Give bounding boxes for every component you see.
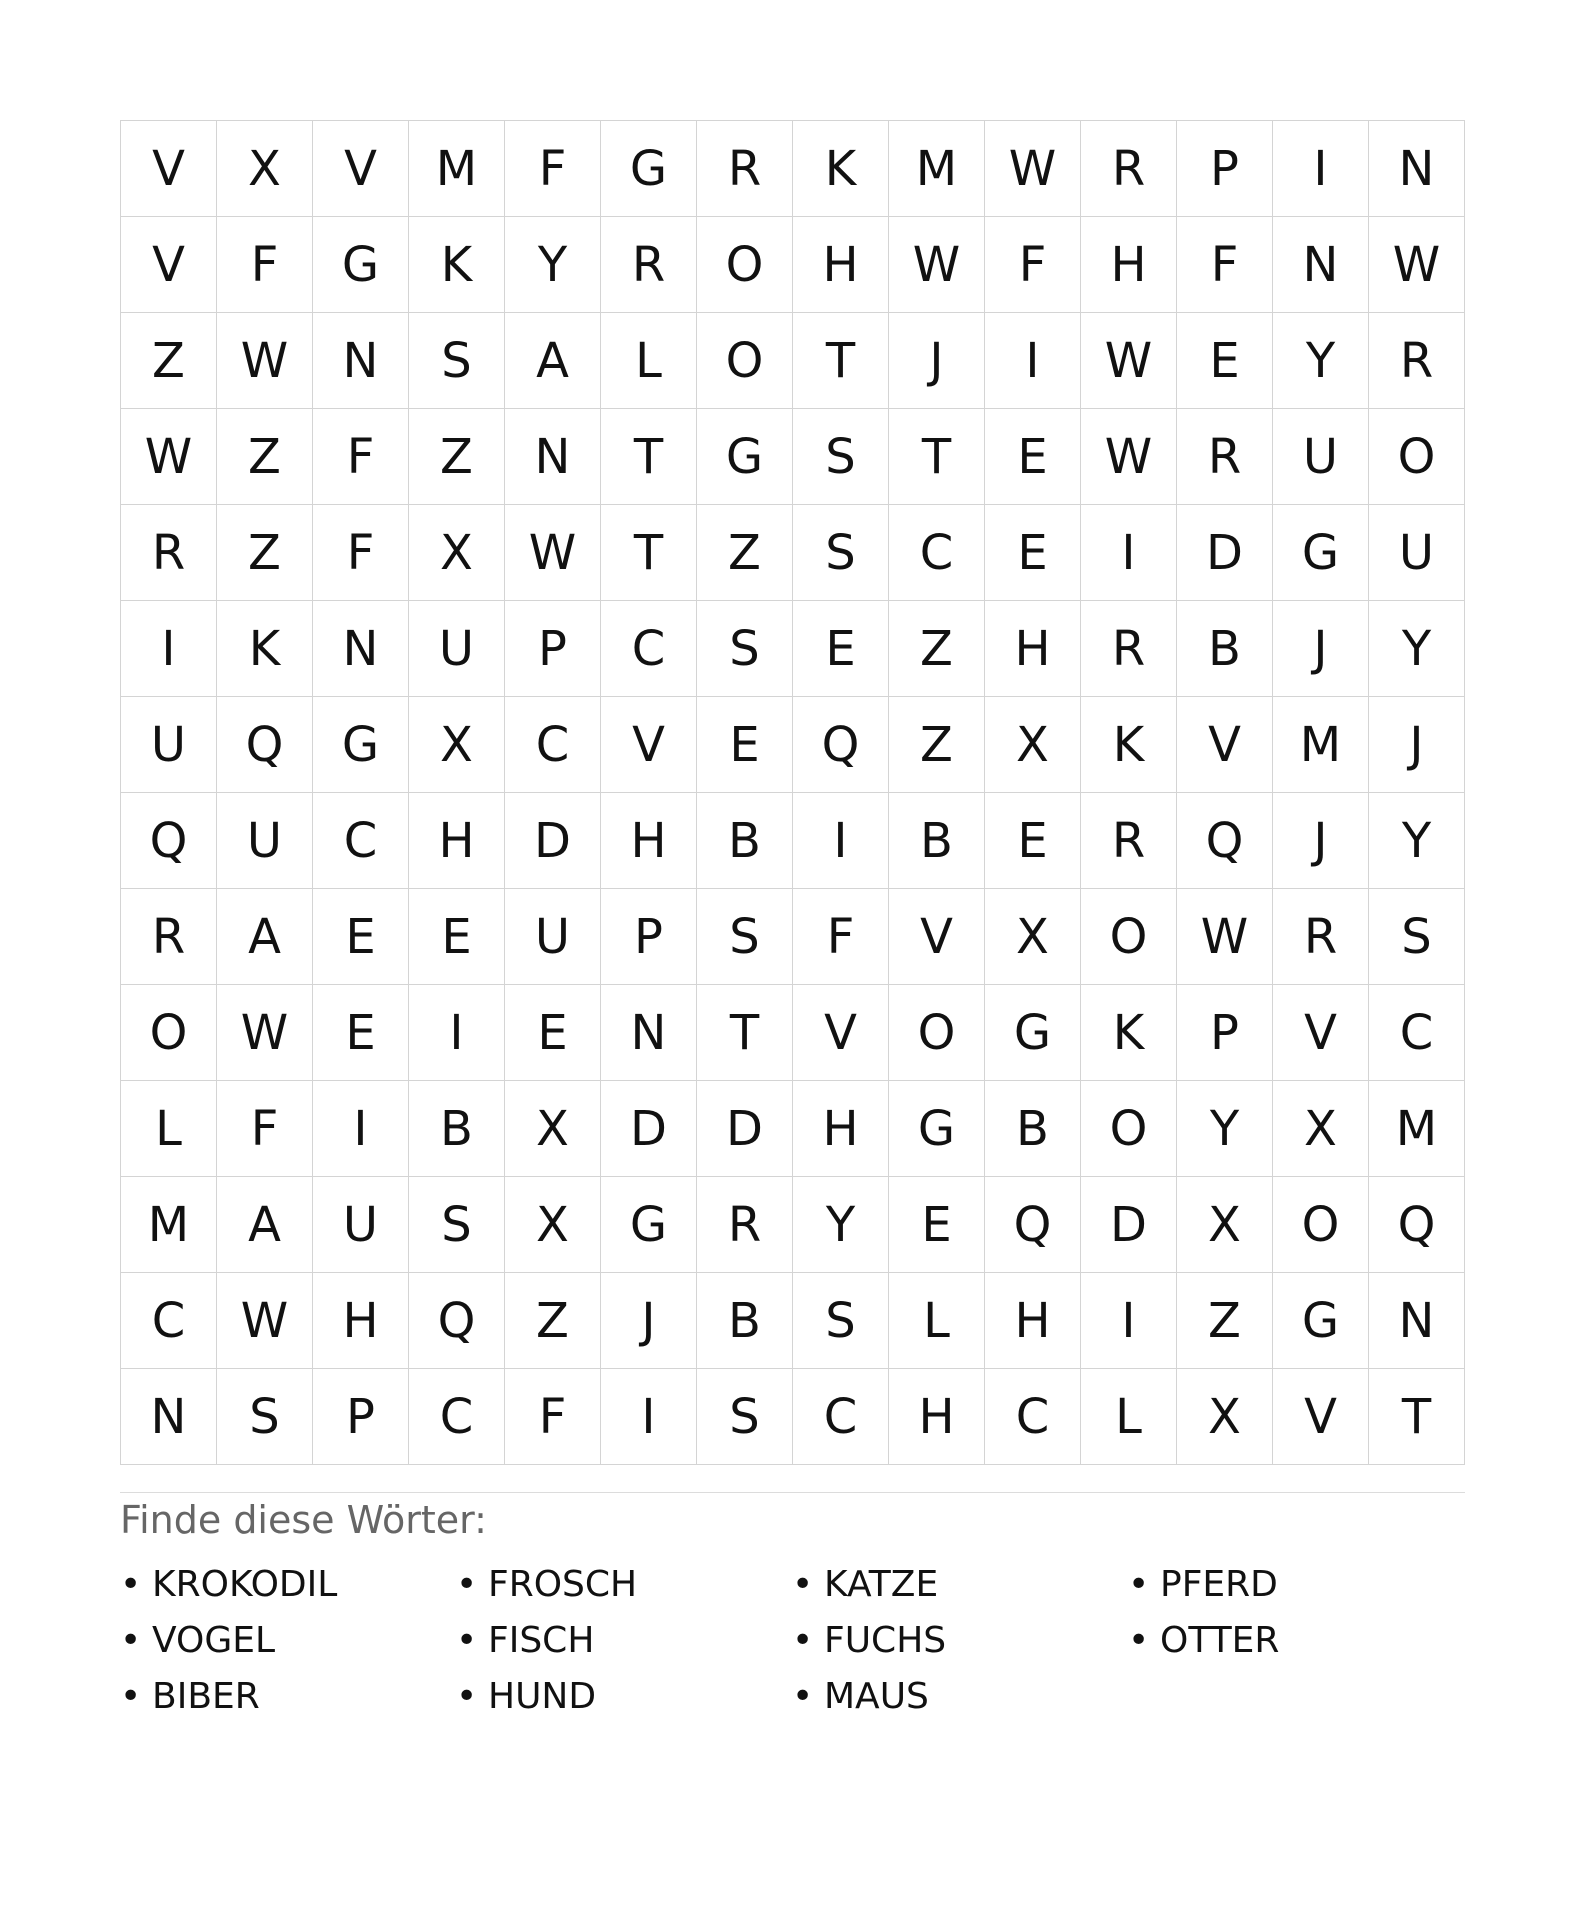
grid-cell[interactable]: N	[601, 985, 697, 1081]
grid-cell[interactable]: W	[1081, 409, 1177, 505]
grid-cell[interactable]: X	[1177, 1177, 1273, 1273]
grid-cell[interactable]: I	[1081, 505, 1177, 601]
grid-cell[interactable]: W	[889, 217, 985, 313]
word-list-item	[120, 1556, 456, 1612]
grid-cell[interactable]: L	[121, 1081, 217, 1177]
word-label: KROKODIL	[152, 1563, 338, 1605]
grid-cell[interactable]: D	[505, 793, 601, 889]
grid-cell[interactable]: E	[697, 697, 793, 793]
grid-cell[interactable]: I	[601, 1369, 697, 1465]
grid-cell[interactable]: W	[217, 313, 313, 409]
grid-cell[interactable]: Z	[889, 697, 985, 793]
grid-cell[interactable]: U	[121, 697, 217, 793]
grid-cell[interactable]: K	[217, 601, 313, 697]
grid-cell[interactable]: J	[601, 1273, 697, 1369]
grid-cell[interactable]: G	[1273, 1273, 1369, 1369]
grid-cell[interactable]: M	[409, 121, 505, 217]
grid-cell[interactable]: O	[1273, 1177, 1369, 1273]
grid-cell[interactable]: V	[1273, 1369, 1369, 1465]
grid-cell[interactable]: W	[1369, 217, 1465, 313]
grid-cell[interactable]: B	[1177, 601, 1273, 697]
grid-cell[interactable]: X	[409, 697, 505, 793]
grid-cell[interactable]: R	[1177, 409, 1273, 505]
grid-cell[interactable]: U	[313, 1177, 409, 1273]
grid-cell[interactable]: W	[985, 121, 1081, 217]
grid-cell[interactable]: S	[697, 601, 793, 697]
grid-cell[interactable]: S	[793, 505, 889, 601]
bullet-icon: •	[792, 1563, 814, 1605]
grid-cell[interactable]: X	[985, 697, 1081, 793]
grid-cell[interactable]: W	[121, 409, 217, 505]
bullet-icon: •	[456, 1563, 478, 1605]
grid-cell[interactable]: I	[121, 601, 217, 697]
grid-cell[interactable]: S	[217, 1369, 313, 1465]
grid-cell[interactable]: C	[121, 1273, 217, 1369]
grid-cell[interactable]: R	[1369, 313, 1465, 409]
grid-cell[interactable]: S	[697, 1369, 793, 1465]
grid-cell[interactable]: O	[121, 985, 217, 1081]
grid-cell[interactable]: D	[1081, 1177, 1177, 1273]
grid-cell[interactable]: M	[889, 121, 985, 217]
grid-cell[interactable]: C	[793, 1369, 889, 1465]
grid-cell[interactable]: X	[217, 121, 313, 217]
grid-cell[interactable]: K	[1081, 985, 1177, 1081]
grid-cell[interactable]: R	[121, 889, 217, 985]
word-list-item	[120, 1612, 456, 1668]
grid-cell[interactable]: G	[601, 121, 697, 217]
divider	[120, 1492, 1465, 1493]
grid-cell[interactable]: K	[1081, 697, 1177, 793]
grid-cell[interactable]: O	[1369, 409, 1465, 505]
grid-cell[interactable]: X	[1177, 1369, 1273, 1465]
grid-cell[interactable]: C	[1369, 985, 1465, 1081]
grid-cell[interactable]: K	[793, 121, 889, 217]
grid-cell[interactable]: G	[313, 217, 409, 313]
grid-cell[interactable]: U	[1273, 409, 1369, 505]
word-label: HUND	[488, 1675, 597, 1717]
word-list-item	[456, 1612, 792, 1668]
grid-cell[interactable]: H	[601, 793, 697, 889]
grid-cell[interactable]: S	[793, 1273, 889, 1369]
grid-cell[interactable]: N	[313, 313, 409, 409]
word-list-item	[792, 1612, 1128, 1668]
grid-cell[interactable]: Z	[1177, 1273, 1273, 1369]
grid-cell[interactable]: V	[121, 121, 217, 217]
grid-cell[interactable]: F	[217, 1081, 313, 1177]
grid-cell[interactable]: Q	[985, 1177, 1081, 1273]
grid-cell[interactable]: Z	[505, 1273, 601, 1369]
grid-cell[interactable]: T	[601, 409, 697, 505]
grid-cell[interactable]: N	[1369, 121, 1465, 217]
word-label: VOGEL	[152, 1619, 276, 1661]
grid-cell[interactable]: Z	[217, 505, 313, 601]
grid-cell[interactable]: X	[985, 889, 1081, 985]
grid-cell[interactable]: U	[217, 793, 313, 889]
word-label: BIBER	[152, 1675, 260, 1717]
grid-cell[interactable]: H	[985, 1273, 1081, 1369]
grid-cell[interactable]: E	[313, 889, 409, 985]
grid-cell[interactable]: T	[1369, 1369, 1465, 1465]
grid-cell[interactable]: J	[889, 313, 985, 409]
grid-cell[interactable]: G	[985, 985, 1081, 1081]
grid-cell[interactable]: A	[217, 889, 313, 985]
grid-cell[interactable]: C	[889, 505, 985, 601]
grid-cell[interactable]: H	[889, 1369, 985, 1465]
grid-cell[interactable]: Y	[793, 1177, 889, 1273]
grid-cell[interactable]: K	[409, 217, 505, 313]
grid-cell[interactable]: L	[889, 1273, 985, 1369]
grid-cell[interactable]: R	[1081, 121, 1177, 217]
grid-cell[interactable]: A	[217, 1177, 313, 1273]
grid-cell[interactable]: N	[313, 601, 409, 697]
grid-cell[interactable]: H	[793, 217, 889, 313]
grid-cell[interactable]: T	[697, 985, 793, 1081]
grid-cell[interactable]: Z	[121, 313, 217, 409]
grid-cell[interactable]: V	[1177, 697, 1273, 793]
word-label: FUCHS	[824, 1619, 947, 1661]
word-list-item	[792, 1556, 1128, 1612]
bullet-icon: •	[120, 1563, 142, 1605]
grid-cell[interactable]: F	[313, 505, 409, 601]
grid-cell[interactable]: W	[505, 505, 601, 601]
bullet-icon: •	[1128, 1619, 1150, 1661]
grid-cell[interactable]: V	[1273, 985, 1369, 1081]
grid-cell[interactable]: V	[121, 217, 217, 313]
letter-grid	[120, 120, 1465, 1465]
grid-cell[interactable]: F	[1177, 217, 1273, 313]
word-list-item	[1128, 1556, 1464, 1612]
grid-cell[interactable]: R	[1081, 601, 1177, 697]
grid-cell[interactable]: H	[313, 1273, 409, 1369]
grid-cell[interactable]: S	[793, 409, 889, 505]
grid-cell[interactable]: C	[409, 1369, 505, 1465]
word-label: PFERD	[1160, 1563, 1278, 1605]
grid-cell[interactable]: U	[409, 601, 505, 697]
grid-cell[interactable]: P	[313, 1369, 409, 1465]
grid-cell[interactable]: I	[985, 313, 1081, 409]
word-label: MAUS	[824, 1675, 929, 1717]
grid-cell[interactable]: R	[121, 505, 217, 601]
grid-cell[interactable]: O	[697, 217, 793, 313]
grid-cell[interactable]: O	[697, 313, 793, 409]
grid-cell[interactable]: H	[793, 1081, 889, 1177]
grid-cell[interactable]: C	[985, 1369, 1081, 1465]
grid-cell[interactable]: P	[601, 889, 697, 985]
bullet-icon: •	[792, 1675, 814, 1717]
grid-cell[interactable]: F	[505, 1369, 601, 1465]
grid-cell[interactable]: Z	[217, 409, 313, 505]
bullet-icon: •	[120, 1675, 142, 1717]
grid-cell[interactable]: G	[889, 1081, 985, 1177]
grid-cell[interactable]: X	[505, 1177, 601, 1273]
grid-cell[interactable]: N	[1369, 1273, 1465, 1369]
grid-cell[interactable]: R	[1273, 889, 1369, 985]
grid-cell[interactable]: O	[1081, 1081, 1177, 1177]
grid-cell[interactable]: E	[793, 601, 889, 697]
word-label: KATZE	[824, 1563, 939, 1605]
grid-cell[interactable]: S	[1369, 889, 1465, 985]
grid-cell[interactable]: Q	[217, 697, 313, 793]
grid-cell[interactable]: N	[1273, 217, 1369, 313]
grid-cell[interactable]: E	[889, 1177, 985, 1273]
grid-cell[interactable]: J	[1273, 793, 1369, 889]
grid-cell[interactable]: I	[793, 793, 889, 889]
bullet-icon: •	[456, 1675, 478, 1717]
grid-cell[interactable]: M	[1369, 1081, 1465, 1177]
grid-cell[interactable]: F	[793, 889, 889, 985]
grid-cell[interactable]: G	[697, 409, 793, 505]
grid-cell[interactable]: Y	[1177, 1081, 1273, 1177]
grid-cell[interactable]: C	[313, 793, 409, 889]
grid-cell[interactable]: E	[313, 985, 409, 1081]
grid-cell[interactable]: O	[889, 985, 985, 1081]
grid-cell[interactable]: C	[601, 601, 697, 697]
grid-cell[interactable]: S	[409, 1177, 505, 1273]
grid-cell[interactable]: W	[1177, 889, 1273, 985]
grid-cell[interactable]: B	[697, 793, 793, 889]
grid-cell[interactable]: O	[1081, 889, 1177, 985]
grid-cell[interactable]: U	[505, 889, 601, 985]
grid-cell[interactable]: Q	[1177, 793, 1273, 889]
grid-cell[interactable]: E	[505, 985, 601, 1081]
grid-cell[interactable]: W	[1081, 313, 1177, 409]
grid-cell[interactable]: E	[985, 505, 1081, 601]
grid-cell[interactable]: B	[409, 1081, 505, 1177]
grid-cell[interactable]: Y	[1369, 601, 1465, 697]
grid-cell[interactable]: Y	[505, 217, 601, 313]
grid-cell[interactable]: T	[601, 505, 697, 601]
word-label: FROSCH	[488, 1563, 638, 1605]
grid-cell[interactable]: P	[505, 601, 601, 697]
grid-cell[interactable]: P	[1177, 121, 1273, 217]
grid-cell[interactable]: Y	[1273, 313, 1369, 409]
grid-cell[interactable]: Z	[409, 409, 505, 505]
grid-cell[interactable]: W	[217, 1273, 313, 1369]
grid-cell[interactable]: J	[1273, 601, 1369, 697]
grid-cell[interactable]: E	[1177, 313, 1273, 409]
grid-cell[interactable]: M	[121, 1177, 217, 1273]
bullet-icon: •	[120, 1619, 142, 1661]
grid-cell[interactable]: P	[1177, 985, 1273, 1081]
word-list-item	[792, 1668, 1128, 1724]
grid-cell[interactable]: Q	[1369, 1177, 1465, 1273]
word-label: OTTER	[1160, 1619, 1280, 1661]
word-list-item	[120, 1668, 456, 1724]
grid-cell[interactable]: D	[1177, 505, 1273, 601]
grid-cell[interactable]: L	[601, 313, 697, 409]
grid-cell[interactable]: J	[1369, 697, 1465, 793]
bullet-icon: •	[792, 1619, 814, 1661]
grid-cell[interactable]: U	[1369, 505, 1465, 601]
grid-cell[interactable]: C	[505, 697, 601, 793]
grid-cell[interactable]: G	[313, 697, 409, 793]
grid-cell[interactable]: D	[697, 1081, 793, 1177]
grid-cell[interactable]: E	[985, 409, 1081, 505]
grid-cell[interactable]: W	[217, 985, 313, 1081]
grid-cell[interactable]: F	[505, 121, 601, 217]
grid-cell[interactable]: B	[985, 1081, 1081, 1177]
grid-cell[interactable]: X	[505, 1081, 601, 1177]
word-list-item	[456, 1556, 792, 1612]
grid-cell[interactable]: V	[313, 121, 409, 217]
word-list-item	[456, 1668, 792, 1724]
grid-cell[interactable]: R	[697, 1177, 793, 1273]
grid-cell[interactable]: N	[121, 1369, 217, 1465]
grid-cell[interactable]: R	[1081, 793, 1177, 889]
bullet-icon: •	[1128, 1563, 1150, 1605]
grid-cell[interactable]: G	[1273, 505, 1369, 601]
grid-cell[interactable]: B	[697, 1273, 793, 1369]
grid-cell[interactable]: S	[409, 313, 505, 409]
grid-cell[interactable]: L	[1081, 1369, 1177, 1465]
grid-cell[interactable]: D	[601, 1081, 697, 1177]
grid-cell[interactable]: V	[601, 697, 697, 793]
grid-cell[interactable]: Z	[697, 505, 793, 601]
grid-cell[interactable]: H	[1081, 217, 1177, 313]
grid-cell[interactable]: I	[409, 985, 505, 1081]
grid-cell[interactable]: H	[409, 793, 505, 889]
grid-cell[interactable]: A	[505, 313, 601, 409]
grid-cell[interactable]: R	[601, 217, 697, 313]
grid-cell[interactable]: Q	[121, 793, 217, 889]
grid-cell[interactable]: Y	[1369, 793, 1465, 889]
grid-cell[interactable]: X	[409, 505, 505, 601]
grid-cell[interactable]: I	[313, 1081, 409, 1177]
grid-cell[interactable]: Q	[409, 1273, 505, 1369]
grid-cell[interactable]: F	[313, 409, 409, 505]
word-list	[120, 1556, 1465, 1724]
bullet-icon: •	[456, 1619, 478, 1661]
grid-cell[interactable]: T	[793, 313, 889, 409]
grid-cell[interactable]: Z	[889, 601, 985, 697]
grid-cell[interactable]: X	[1273, 1081, 1369, 1177]
grid-cell[interactable]: N	[505, 409, 601, 505]
grid-cell[interactable]: S	[697, 889, 793, 985]
grid-cell[interactable]: R	[697, 121, 793, 217]
word-label: FISCH	[488, 1619, 595, 1661]
grid-cell[interactable]: H	[985, 601, 1081, 697]
word-list-heading: Finde diese Wörter:	[120, 1498, 487, 1542]
grid-cell[interactable]: I	[1273, 121, 1369, 217]
grid-cell[interactable]: I	[1081, 1273, 1177, 1369]
grid-cell[interactable]: G	[601, 1177, 697, 1273]
word-list-item	[1128, 1612, 1464, 1668]
grid-cell[interactable]: Q	[793, 697, 889, 793]
grid-cell[interactable]: F	[985, 217, 1081, 313]
grid-cell[interactable]: F	[217, 217, 313, 313]
grid-cell[interactable]: E	[985, 793, 1081, 889]
grid-cell[interactable]: B	[889, 793, 985, 889]
grid-cell[interactable]: V	[889, 889, 985, 985]
grid-cell[interactable]: T	[889, 409, 985, 505]
grid-cell[interactable]: V	[793, 985, 889, 1081]
grid-cell[interactable]: M	[1273, 697, 1369, 793]
grid-cell[interactable]: E	[409, 889, 505, 985]
